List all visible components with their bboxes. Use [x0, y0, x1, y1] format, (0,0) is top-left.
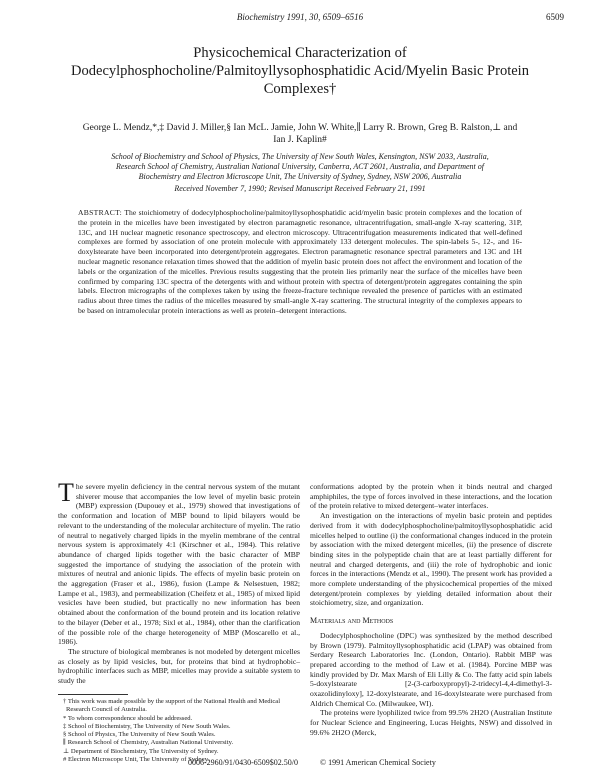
abstract-label: ABSTRACT: — [78, 208, 123, 217]
affiliation-line: School of Biochemistry and School of Physics, The University of New South Wales, Kensington, NSW 2033, Australia, — [111, 152, 489, 161]
title-line: Physicochemical Characterization of — [193, 45, 407, 61]
received-dates: Received November 7, 1990; Revised Manuscript Received February 21, 1991 — [174, 184, 426, 193]
right-column — [310, 482, 552, 738]
footnote: † This work was made possible by the support of the National Health and Medical Research Council of Australia. — [63, 698, 281, 714]
body-paragraph: The proteins were lyophilized twice from 99.5% 2H2O (Australian Institute for Nuclear Science and Engineering, Lucas Heights, NSW) and dissolved in 99.6% 2H2O (Merck, — [310, 708, 552, 737]
author-list — [40, 122, 560, 146]
title-line: Dodecylphosphocholine/Palmitoyllysophosphatidic Acid/Myelin Basic Protein — [71, 63, 529, 79]
article-code: 0006-2960/91/0430-6509$02.50/0 — [188, 758, 298, 767]
footnote: * To whom correspondence should be addressed. — [63, 714, 193, 722]
author-line: George L. Mendz,*,‡ David J. Miller,§ Ian McL. Jamie, John W. White,∥ Larry R. Brown, Greg B. Ralston,⊥ and — [82, 123, 518, 133]
affiliation-line: Biochemistry and Electron Microscope Unit, The University of Sydney, Sydney, NSW 2006, Australia — [138, 172, 462, 181]
body-paragraph: conformations adopted by the protein when it binds neutral and charged amphiphiles, the type of forces involved in these interactions, and the location of the protein relative to mixed detergent–water interfaces. — [310, 482, 552, 511]
footnote: ⊥ Department of Biochemistry, The University of Sydney. — [63, 747, 219, 755]
page-number: 6509 — [546, 12, 564, 22]
intro-text: he severe myelin deficiency in the central nervous system of the mutant shiverer mouse that accompanies the low level of myelin basic protein (MBP) expression (Dupouey et al., 1979) showed that investigations of the conformation and location of MBP bound to lipid bilayers would be relevant to the understanding of the molecular architecture of myelin. The ratio of neutral to negatively charged lipids in the myelin membrane of the central nervous system is approximately 4:1 (Kirschner et al., 1984). This relative abundance of charged lipids together with the basic character of MBP suggested the importance of studying the association of the protein with mixtures of neutral and anionic lipids. The effects of myelin basic protein on the aggregation (Fraser et al., 1986), fusion (Lampe & Nelsestuen, 1982; Lampe et al., 1983), and permeabilization (Cheifetz et al., 1985) of mixed lipid vesicles have been studied, but practically no new information has been obtained about the conformation of the bound protein and its location relative to the bilayer (Deber et al., 1978; Sixl et al., 1984), other than the clarification of the possible role of the charge heterogeneity of MBP (Moscarello et al., 1986). — [58, 482, 300, 647]
author-line: Ian J. Kaplin# — [273, 135, 327, 145]
footnotes — [58, 694, 300, 764]
body-paragraph: An investigation on the interactions of myelin basic protein and peptides derived from it with dodecylphosphocholine/palmitoyllysophosphatidic acid micelles helped to outline (i) the conformational changes induced in the protein by association with the mixed detergent micelles, (ii) the presence of discrete binding sites in the polypeptide chain that are at least partially different for neutral and charged detergents, and (iii) the role of hydrophobic and ionic forces in the interactions (Mendz et al., 1990). The present work has provided a more complete understanding of the physicochemical properties of the mixed detergent/protein complexes by yielding detailed information about their stoichiometry, size, and organization. — [310, 511, 552, 608]
abstract — [78, 208, 522, 316]
footnote: ∥ Research School of Chemistry, Australian National University. — [63, 739, 234, 747]
article-title — [40, 44, 560, 98]
affiliation-line: Research School of Chemistry, Australian National University, Canberra, ACT 2601, Australia, and Department of — [115, 162, 484, 171]
copyright-notice: © 1991 American Chemical Society — [320, 758, 436, 767]
footnote: § School of Physics, The University of New South Wales. — [63, 731, 216, 739]
affiliations — [50, 152, 550, 182]
drop-cap: T — [58, 478, 74, 507]
left-column — [58, 478, 300, 686]
abstract-text: The stoichiometry of dodecylphosphocholine/palmitoyllysophosphatidic acid/myelin basic protein complexes and the location of the protein in the micelles have been investigated by electron paramagnetic resonance, ultracentrifugation, small-angle X-ray scattering, 31P, 13C, and 1H nuclear magnetic resonance spectroscopy, and electron microscopy. Ultracentrifugation measurements indicated that well-defined complexes are formed by association of one protein molecule with approximately 133 detergent molecules. The spin-labels 5-, 12-, and 16-doxylstearate have been incorporated into detergent/protein aggregates. Electron paramagnetic resonance spectral parameters and 13C and 1H nuclear magnetic resonance relaxation times showed that the addition of myelin basic protein does not affect the environment and location of the labels or the organization of the micelles. Previous results suggesting that the protein lies primarily near the surface of the micelles have been confirmed by comparing 13C spectra of the detergents with and without protein with spectra of detergent/protein aggregates containing the spin labels. Electron micrographs of the complexes taken by using the freeze-fracture technique revealed the presence of particles with an estimated radius about three times the radius of the micelles measured by small-angle X-ray scattering. The structural integrity of the complexes appears to be based on intramolecular protein interactions as well as protein–detergent interactions. — [78, 208, 523, 315]
body-paragraph: Dodecylphosphocholine (DPC) was synthesized by the method described by Brown (1979). Palmitoyllysophosphatidic acid (LPAP) was obtained from Serdary Research Laboratories Inc. (London, Ontario). Rabbit MBP was prepared according to the method of Law et al. (1984). Porcine MBP was kindly provided by Dr. Max Marsh of Eli Lilly & Co. The fatty acid spin labels 5-doxylstearate [2-(3-carboxypropyl)-2-tridecyl-4,4-dimethyl-3-oxazolidinyloxy], 12-doxylstearate, and 16-doxylstearate were purchased from Aldrich Chemical Co. (Milwaukee, WI). — [310, 630, 552, 708]
footnote: ‡ School of Biochemistry, The University of New South Wales. — [63, 722, 231, 730]
journal-citation: Biochemistry 1991, 30, 6509–6516 — [236, 12, 364, 22]
body-paragraph: The structure of biological membranes is not modeled by detergent micelles as closely as by lipid vesicles, but, for proteins that bind at hydrophobic–hydrophilic interfaces such as MBP, micelles may provide a suitable system to study the — [58, 646, 300, 686]
section-heading: Materials and Methods — [310, 616, 394, 626]
title-line: Complexes† — [263, 81, 337, 97]
intro-paragraph — [58, 478, 300, 647]
footnote: # Electron Microscope Unit, The University of Sydney. — [63, 756, 210, 764]
footnote-rule — [58, 694, 128, 695]
